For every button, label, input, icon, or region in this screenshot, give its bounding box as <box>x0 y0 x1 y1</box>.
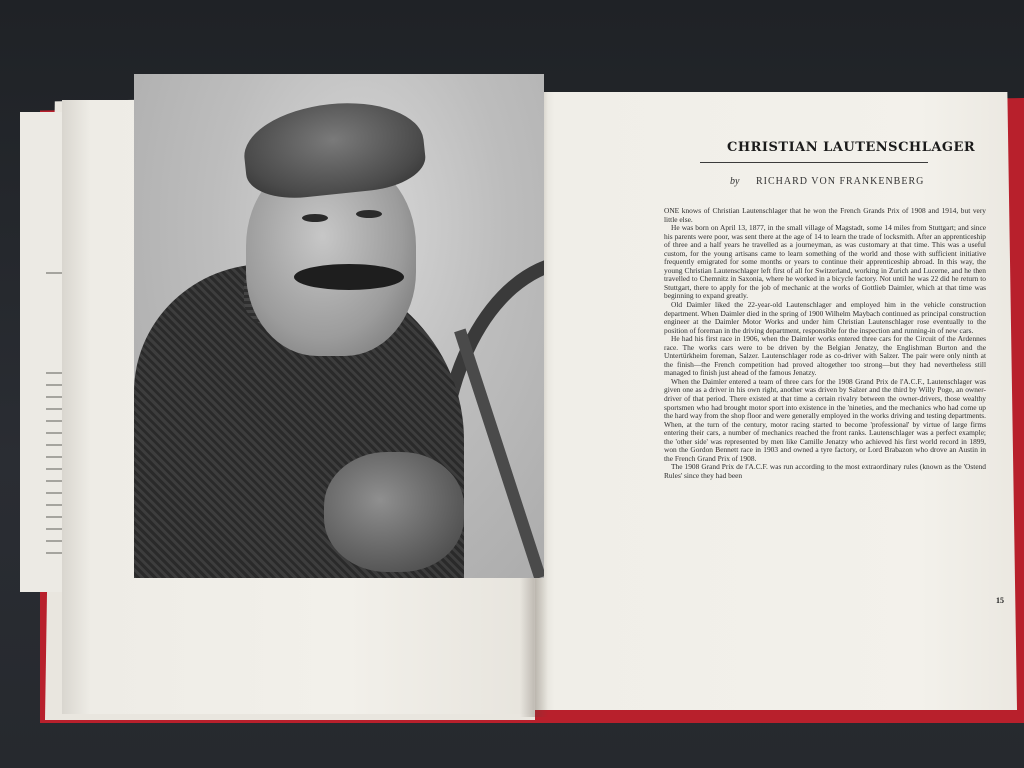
paragraph: He had his first race in 1906, when the Daimler works entered three cars for the Circuit of the Ardennes race. The works cars were to be driven by the Belgian Jenatzy, the Englishman Burton and the Untertürkheim foreman, Salzer. Lautenschlager rode as co-driver with Salzer. The pair were only ninth at the finish—the French competition had proved altogether too strong—but they had nevertheless still managed to finish just ahead of the famous Jenatzy. <box>664 334 986 378</box>
article-body <box>664 207 986 602</box>
paragraph: He was born on April 13, 1877, in the small village of Magstadt, some 14 miles from Stuttgart; and since his parents were poor, was sent there at the age of 14 to learn the trade of locksmith. After an apprenticeship of three and a half years he travelled as a journeyman, as was customary at that time. This was a useful custom, for the young artisans came to learn something of the world and those with sufficient initiative frequently emigrated for some months or years to continue their apprenticeship abroad. In this way, the young Christian Lautenschlager left first of all for Switzerland, working in Zurich and Lucerne, and he then travelled to Chemnitz in Saxonia, where he worked in a bicycle factory. Not until he was 22 did he return to Stuttgart, there to apply for the job of mechanic at the works of Gottlieb Daimler, which at that time was beginning to expand greatly. <box>664 223 986 301</box>
byline-prefix: by <box>730 176 740 187</box>
byline-author: RICHARD VON FRANKENBERG <box>755 176 925 187</box>
chapter-title: CHRISTIAN LAUTENSCHLAGER <box>727 140 976 155</box>
paragraph: When the Daimler entered a team of three cars for the 1908 Grand Prix de l'A.C.F., Lautenschlager was given one as a driver in his own right, another was driven by Salzer and the third by Willy Poge, an owner-driver of that period. There existed at that time a certain rivalry between the owner-drivers, those wealthy sportsmen who had brought motor sport into existence in the 'nineties, and the mechanics who had come up the hard way from the shop floor and were generally employed in the works driving and testing departments. When, at the turn of the century, motor racing started to become 'professional' by virtue of large firms entering their cars, a number of mechanics reached the front ranks. Lautenschlager was a perfect example; the 'other side' was represented by men like Camille Jenatzy who achieved his first world record in 1899, won the Gordon Bennett race in 1903 and owned a tyre factory, or Lord Brabazon who drove an Austin in the French Grand Prix of 1908. <box>664 376 986 463</box>
title-rule <box>700 162 928 163</box>
paragraph: The 1908 Grand Prix de l'A.C.F. was run according to the most extraordinary rules (known as the 'Ostend Rules' since they had been <box>664 462 986 480</box>
byline <box>730 176 924 187</box>
hand <box>324 452 464 572</box>
portrait-photo <box>134 74 544 578</box>
paragraph: Old Daimler liked the 22-year-old Lautenschlager and employed him in the vehicle construction department. When Daimler died in the spring of 1900 Wilhelm Maybach continued as principal construction engineer at the Daimler Motor Works and under him Christian Lautenschlager rose eventually to the position of foreman in the driving department, responsible for the inspection and running-in of new cars. <box>664 300 986 335</box>
cap <box>240 95 428 203</box>
paragraph: ONE knows of Christian Lautenschlager that he won the French Grands Prix of 1908 and 1914, but very little else. <box>664 207 986 224</box>
page-number: 15 <box>996 596 1004 605</box>
mustache <box>294 264 404 290</box>
